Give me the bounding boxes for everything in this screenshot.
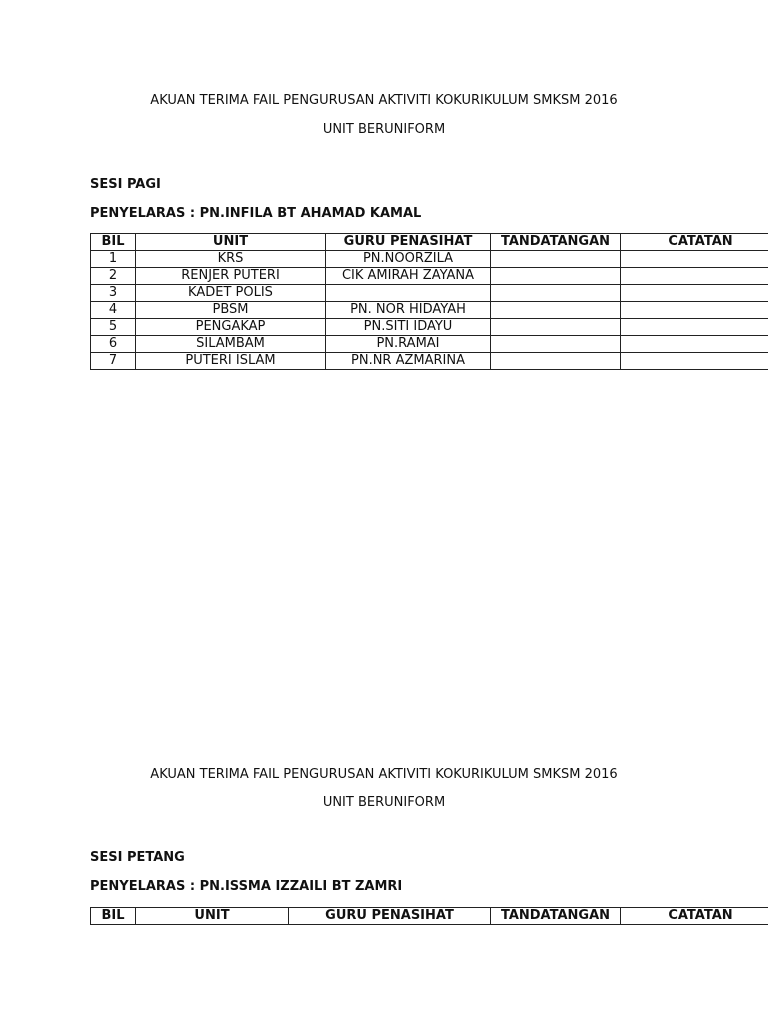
cell-unit: SILAMBAM [136,336,326,353]
coordinator-afternoon: PENYELARAS : PN.ISSMA IZZAILI BT ZAMRI [90,879,403,894]
col-header-catatan: CATATAN [621,234,768,251]
table-row [91,251,768,268]
cell-tandatangan [491,251,621,268]
table-header-row [91,908,768,925]
table-header-row [91,234,768,251]
cell-bil: 6 [91,336,136,353]
table-row [91,319,768,336]
cell-catatan [621,319,768,336]
cell-tandatangan [491,285,621,302]
cell-bil: 2 [91,268,136,285]
col-header-bil: BIL [91,908,136,925]
cell-guru: PN.SITI IDAYU [326,319,491,336]
cell-catatan [621,353,768,370]
doc-subtitle-morning: UNIT BERUNIFORM [322,122,446,137]
cell-bil: 4 [91,302,136,319]
cell-tandatangan [491,268,621,285]
col-header-guru: GURU PENASIHAT [289,908,491,925]
cell-unit: RENJER PUTERI [136,268,326,285]
cell-catatan [621,251,768,268]
cell-unit: PUTERI ISLAM [136,353,326,370]
cell-catatan [621,268,768,285]
cell-tandatangan [491,353,621,370]
cell-catatan [621,302,768,319]
table-row [91,302,768,319]
col-header-bil: BIL [91,234,136,251]
cell-catatan [621,336,768,353]
cell-unit: KADET POLIS [136,285,326,302]
col-header-guru: GURU PENASIHAT [326,234,491,251]
cell-bil: 7 [91,353,136,370]
cell-guru: PN.RAMAI [326,336,491,353]
table-row [91,268,768,285]
doc-title-morning: AKUAN TERIMA FAIL PENGURUSAN AKTIVITI KOKURIKULUM SMKSM 2016 [150,93,618,108]
col-header-unit: UNIT [136,908,289,925]
cell-unit: KRS [136,251,326,268]
col-header-tandatangan: TANDATANGAN [491,234,621,251]
session-heading-afternoon: SESI PETANG [90,850,185,865]
cell-bil: 1 [91,251,136,268]
cell-tandatangan [491,319,621,336]
table-row [91,285,768,302]
cell-bil: 3 [91,285,136,302]
doc-subtitle-afternoon: UNIT BERUNIFORM [322,795,446,810]
cell-guru: PN.NR AZMARINA [326,353,491,370]
cell-guru: PN.NOORZILA [326,251,491,268]
col-header-unit: UNIT [136,234,326,251]
table-row [91,353,768,370]
table-morning [90,233,768,370]
session-heading-morning: SESI PAGI [90,177,161,192]
doc-title-afternoon: AKUAN TERIMA FAIL PENGURUSAN AKTIVITI KOKURIKULUM SMKSM 2016 [150,767,618,782]
cell-guru: PN. NOR HIDAYAH [326,302,491,319]
table-afternoon [90,907,768,925]
cell-bil: 5 [91,319,136,336]
coordinator-morning: PENYELARAS : PN.INFILA BT AHAMAD KAMAL [90,206,422,221]
col-header-catatan: CATATAN [621,908,768,925]
cell-guru: CIK AMIRAH ZAYANA [326,268,491,285]
cell-guru [326,285,491,302]
cell-tandatangan [491,336,621,353]
col-header-tandatangan: TANDATANGAN [491,908,621,925]
cell-unit: PBSM [136,302,326,319]
cell-tandatangan [491,302,621,319]
cell-catatan [621,285,768,302]
table-row [91,336,768,353]
cell-unit: PENGAKAP [136,319,326,336]
